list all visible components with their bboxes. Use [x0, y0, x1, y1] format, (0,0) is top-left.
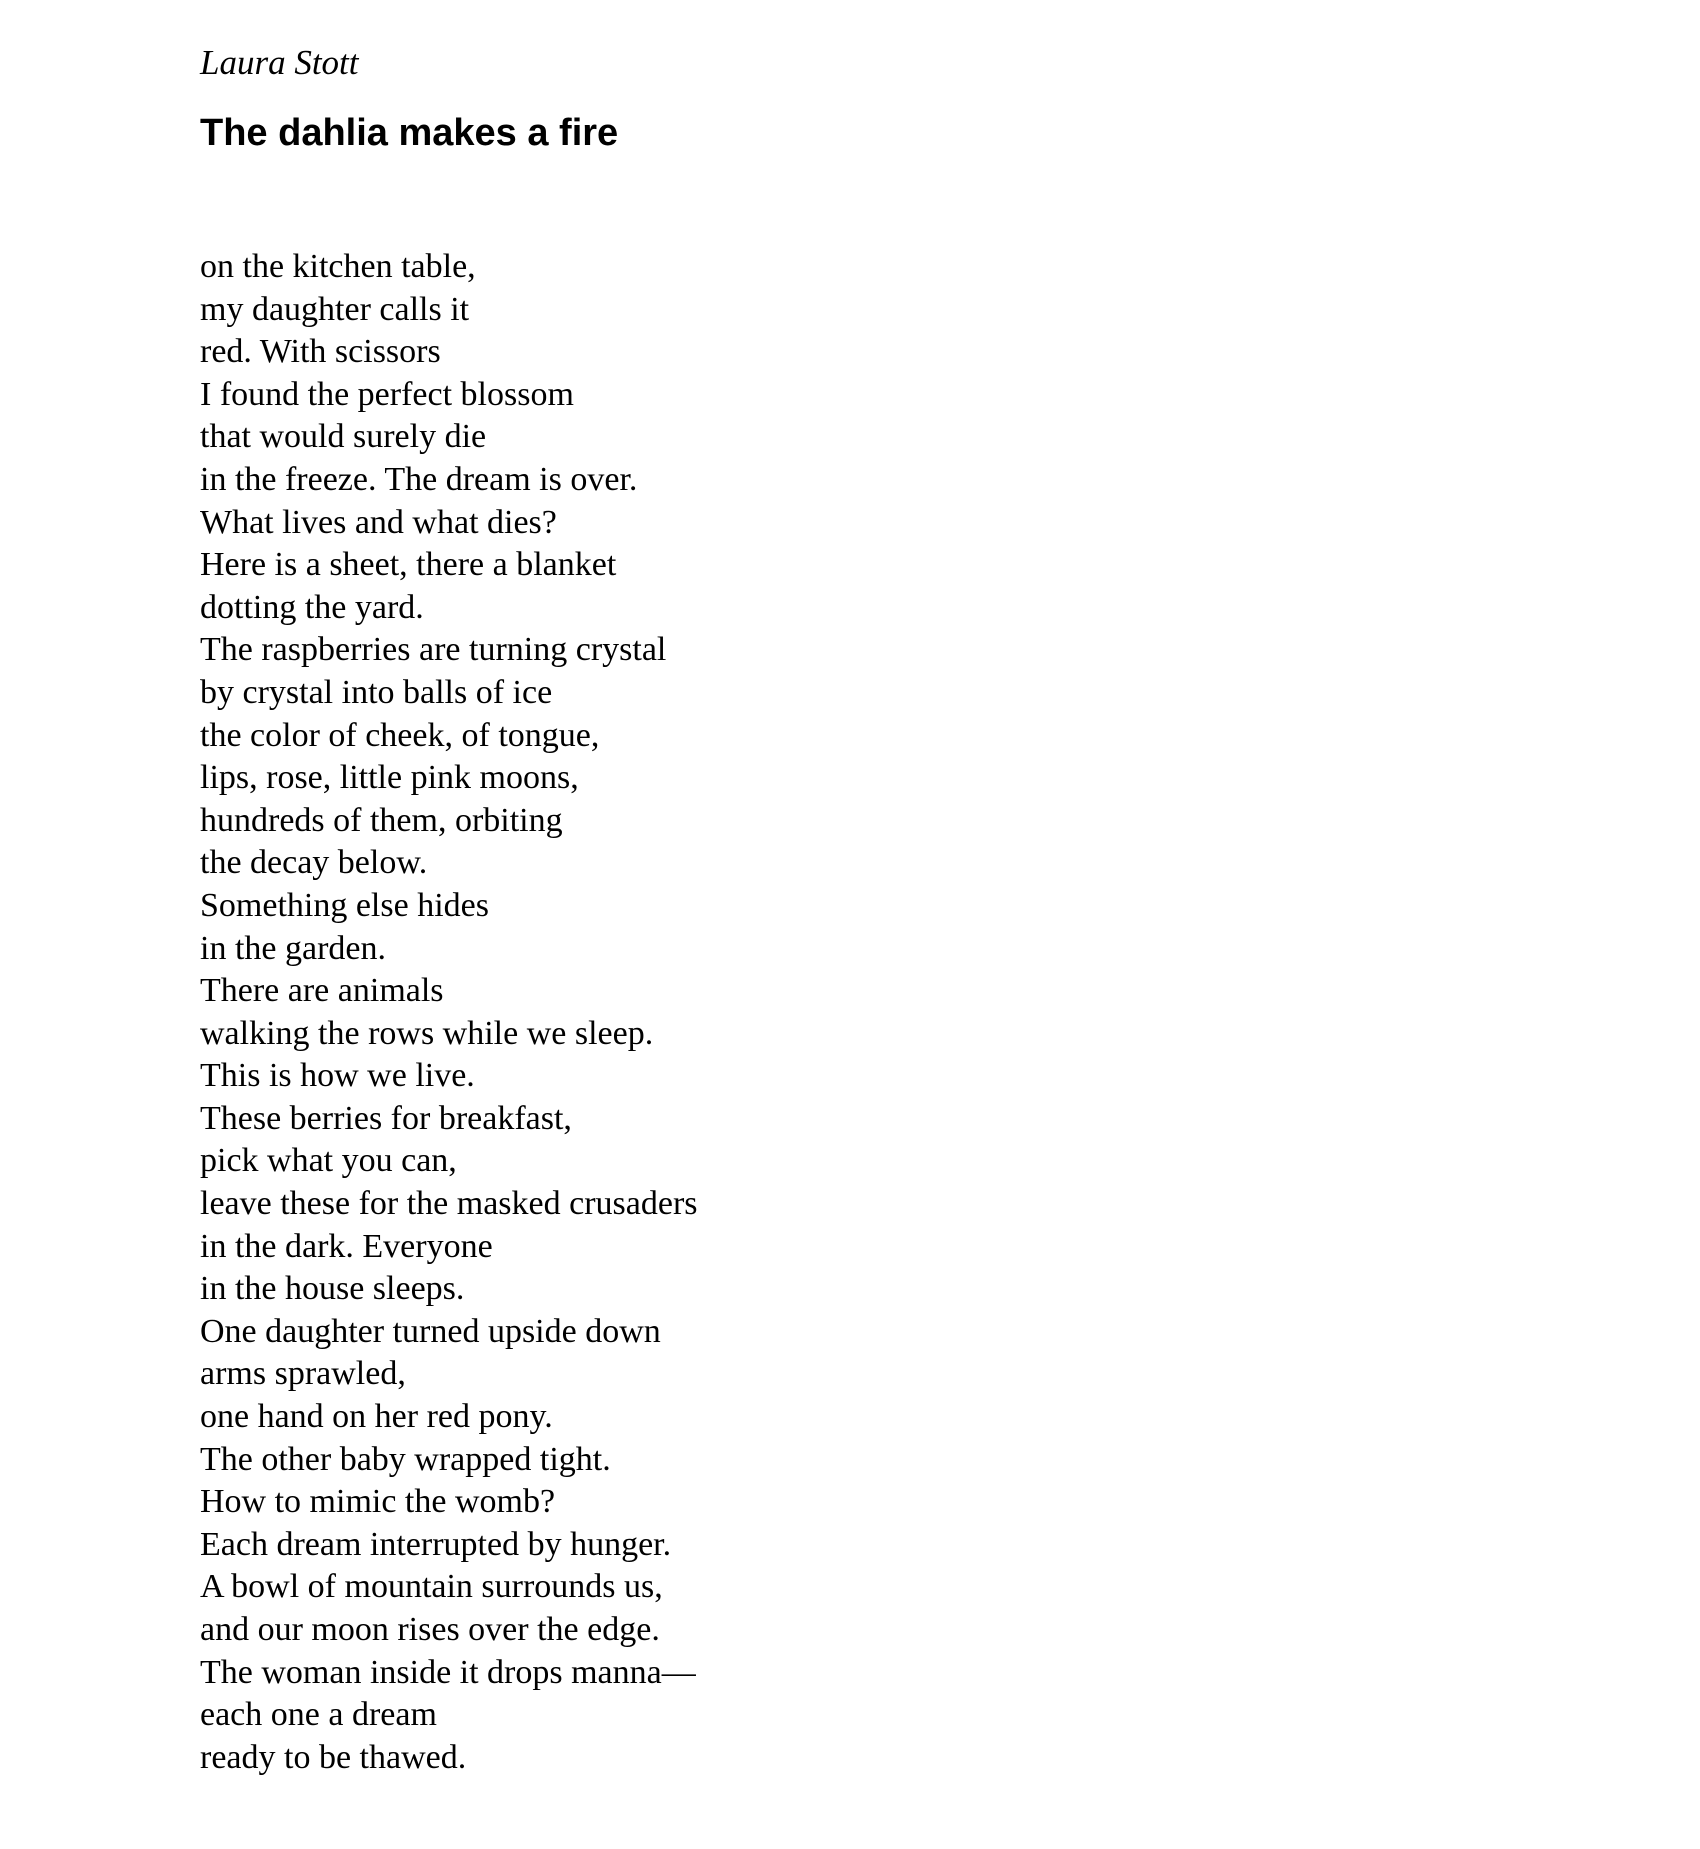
poem-line: A bowl of mountain surrounds us,	[200, 1568, 663, 1606]
poem-line: the decay below.	[200, 844, 428, 882]
poem-line: each one a dream	[200, 1696, 437, 1734]
poem-line: What lives and what dies?	[200, 503, 557, 541]
poem-line: walking the rows while we sleep.	[200, 1014, 654, 1052]
poem-line: by crystal into balls of ice	[200, 673, 553, 711]
author-name: Laura Stott	[200, 43, 359, 82]
poem-line: in the garden.	[200, 929, 386, 967]
poem-line: in the freeze. The dream is over.	[200, 460, 638, 498]
poem-line: Each dream interrupted by hunger.	[200, 1525, 672, 1563]
poem-line: that would surely die	[200, 418, 487, 456]
poem-line: There are animals	[200, 972, 444, 1010]
poem-line: one hand on her red pony.	[200, 1398, 553, 1436]
poem-body	[200, 246, 698, 1779]
poem-line: Something else hides	[200, 886, 489, 924]
poem-line: The woman inside it drops manna—	[200, 1653, 696, 1691]
poem-line: lips, rose, little pink moons,	[200, 759, 579, 797]
poem-line: the color of cheek, of tongue,	[200, 716, 600, 754]
poem-line: in the house sleeps.	[200, 1270, 465, 1308]
poem-line: Here is a sheet, there a blanket	[200, 546, 617, 584]
poem-line: dotting the yard.	[200, 588, 424, 626]
poem-line: This is how we live.	[200, 1057, 475, 1095]
poem-line: on the kitchen table,	[200, 248, 476, 285]
poem-line: The raspberries are turning crystal	[200, 631, 667, 669]
poem-line: pick what you can,	[200, 1142, 457, 1180]
poem-line: arms sprawled,	[200, 1355, 406, 1393]
poem-line: and our moon rises over the edge.	[200, 1611, 660, 1648]
poem-line: These berries for breakfast,	[200, 1099, 572, 1137]
poem-line: my daughter calls it	[200, 290, 470, 328]
poem-line: red. With scissors	[200, 333, 441, 371]
poem-line: How to mimic the womb?	[200, 1483, 556, 1521]
poem-line: One daughter turned upside down	[200, 1312, 661, 1350]
poem-title: The dahlia makes a fire	[200, 112, 619, 154]
poem-line: in the dark. Everyone	[200, 1227, 493, 1265]
poem-line: hundreds of them, orbiting	[200, 801, 563, 839]
poem-line: The other baby wrapped tight.	[200, 1440, 611, 1478]
poem-line: I found the perfect blossom	[200, 375, 574, 413]
poem-line: leave these for the masked crusaders	[200, 1185, 698, 1223]
poem-line: ready to be thawed.	[200, 1738, 467, 1776]
